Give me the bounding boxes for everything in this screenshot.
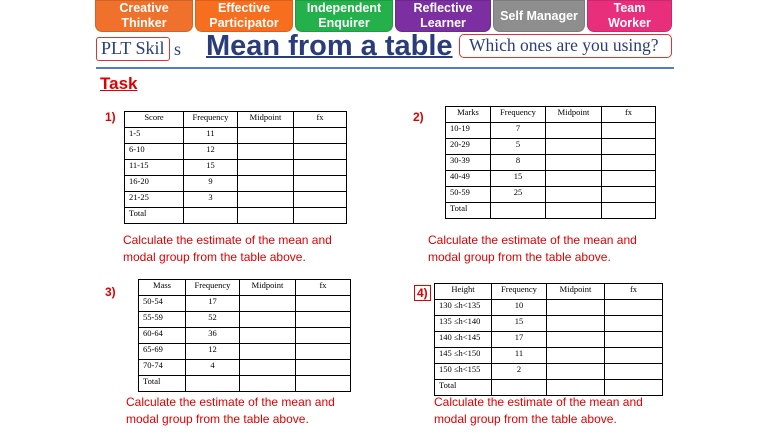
fx-cell[interactable] — [294, 176, 347, 192]
table-row — [446, 123, 656, 139]
table-header-cell: Mass — [139, 280, 186, 296]
midpoint-cell[interactable] — [238, 160, 294, 176]
midpoint-cell[interactable] — [240, 344, 296, 360]
frequency-cell: 15 — [491, 171, 546, 187]
table-total-row — [446, 203, 656, 219]
title-divider — [96, 67, 674, 69]
class-interval-cell: 40-49 — [446, 171, 491, 187]
table-header-cell: Frequency — [186, 280, 240, 296]
class-interval-cell: 145 ≤h<150 — [435, 348, 492, 364]
table-header-cell: fx — [605, 284, 663, 300]
total-frequency-cell[interactable] — [491, 203, 546, 219]
table-header-cell: fx — [294, 112, 347, 128]
midpoint-cell[interactable] — [546, 123, 602, 139]
table-row — [435, 316, 663, 332]
table-row — [125, 160, 347, 176]
table-header-row — [125, 112, 347, 128]
table-row — [435, 332, 663, 348]
total-midpoint-cell[interactable] — [240, 376, 296, 392]
table-header-cell: Midpoint — [547, 284, 605, 300]
fx-cell[interactable] — [602, 171, 656, 187]
fx-cell[interactable] — [296, 360, 351, 376]
plt-skills-tail: s — [174, 39, 182, 59]
table-row — [446, 187, 656, 203]
plt-tab-self-manager — [493, 0, 585, 32]
midpoint-cell[interactable] — [240, 312, 296, 328]
plt-tab-label: Independent Enquirer — [306, 1, 382, 30]
midpoint-cell[interactable] — [547, 316, 605, 332]
fx-cell[interactable] — [605, 300, 663, 316]
frequency-cell: 15 — [184, 160, 238, 176]
midpoint-cell[interactable] — [240, 296, 296, 312]
total-fx-cell[interactable] — [294, 208, 347, 224]
table-header-cell: Marks — [446, 107, 491, 123]
class-interval-cell: 70-74 — [139, 360, 186, 376]
class-interval-cell: 1-5 — [125, 128, 184, 144]
class-interval-cell: 30-39 — [446, 155, 491, 171]
fx-cell[interactable] — [296, 296, 351, 312]
frequency-cell: 17 — [492, 332, 547, 348]
table-row — [139, 296, 351, 312]
page-title: Mean from a table — [206, 30, 453, 62]
table-row — [139, 360, 351, 376]
fx-cell[interactable] — [605, 332, 663, 348]
total-label-cell: Total — [125, 208, 184, 224]
plt-tab-label: Team Worker — [608, 1, 651, 30]
frequency-cell: 9 — [184, 176, 238, 192]
table-header-cell: fx — [602, 107, 656, 123]
class-interval-cell: 50-59 — [446, 187, 491, 203]
table-row — [139, 328, 351, 344]
class-interval-cell: 130 ≤h<135 — [435, 300, 492, 316]
midpoint-cell[interactable] — [546, 171, 602, 187]
table-header-row — [435, 284, 663, 300]
instruction-text: Calculate the estimate of the mean and modal group from the table above. — [123, 233, 332, 264]
class-interval-cell: 16-20 — [125, 176, 184, 192]
fx-cell[interactable] — [296, 312, 351, 328]
frequency-cell: 25 — [491, 187, 546, 203]
total-frequency-cell[interactable] — [184, 208, 238, 224]
fx-cell[interactable] — [602, 155, 656, 171]
plt-tab-label: Effective Participator — [209, 1, 279, 30]
frequency-cell: 4 — [186, 360, 240, 376]
fx-cell[interactable] — [605, 348, 663, 364]
midpoint-cell[interactable] — [547, 332, 605, 348]
midpoint-cell[interactable] — [240, 328, 296, 344]
midpoint-cell[interactable] — [546, 139, 602, 155]
total-fx-cell[interactable] — [602, 203, 656, 219]
class-interval-cell: 11-15 — [125, 160, 184, 176]
total-midpoint-cell[interactable] — [546, 203, 602, 219]
class-interval-cell: 55-59 — [139, 312, 186, 328]
table-row — [139, 344, 351, 360]
frequency-cell: 10 — [492, 300, 547, 316]
instruction-text: Calculate the estimate of the mean and modal group from the table above. — [126, 395, 335, 426]
midpoint-cell[interactable] — [240, 360, 296, 376]
frequency-table — [445, 106, 656, 219]
fx-cell[interactable] — [294, 144, 347, 160]
total-fx-cell[interactable] — [296, 376, 351, 392]
plt-question-box: Which ones are you using? — [459, 34, 672, 58]
question-number: 2) — [413, 110, 424, 124]
plt-tab-reflective-learner — [395, 0, 491, 32]
total-label-cell: Total — [435, 380, 492, 396]
fx-cell[interactable] — [602, 123, 656, 139]
instruction-text: Calculate the estimate of the mean and modal group from the table above. — [428, 233, 637, 264]
frequency-cell: 8 — [491, 155, 546, 171]
question-number: 3) — [105, 285, 116, 299]
table-header-row — [446, 107, 656, 123]
midpoint-cell[interactable] — [238, 128, 294, 144]
total-midpoint-cell[interactable] — [238, 208, 294, 224]
frequency-table — [434, 283, 663, 396]
frequency-cell: 15 — [492, 316, 547, 332]
class-interval-cell: 20-29 — [446, 139, 491, 155]
table-row — [125, 144, 347, 160]
class-interval-cell: 50-54 — [139, 296, 186, 312]
frequency-cell: 36 — [186, 328, 240, 344]
plt-skills-label: PLT Skil — [96, 37, 170, 61]
class-interval-cell: 150 ≤h<155 — [435, 364, 492, 380]
table-header-cell: Frequency — [491, 107, 546, 123]
table-header-cell: Score — [125, 112, 184, 128]
table-row — [446, 139, 656, 155]
midpoint-cell[interactable] — [547, 364, 605, 380]
fx-cell[interactable] — [602, 139, 656, 155]
fx-cell[interactable] — [294, 160, 347, 176]
class-interval-cell: 140 ≤h<145 — [435, 332, 492, 348]
table-header-cell: Midpoint — [238, 112, 294, 128]
frequency-cell: 12 — [186, 344, 240, 360]
midpoint-cell[interactable] — [546, 155, 602, 171]
task-heading: Task — [100, 74, 138, 93]
table-header-cell: Frequency — [492, 284, 547, 300]
table-row — [435, 348, 663, 364]
question-number: 4) — [414, 285, 431, 301]
table-row — [125, 176, 347, 192]
plt-tab-label: Reflective Learner — [413, 1, 473, 30]
total-frequency-cell[interactable] — [186, 376, 240, 392]
table-row — [139, 312, 351, 328]
plt-tab-team-worker — [587, 0, 672, 32]
table-total-row — [139, 376, 351, 392]
fx-cell[interactable] — [294, 128, 347, 144]
fx-cell[interactable] — [605, 364, 663, 380]
midpoint-cell[interactable] — [546, 187, 602, 203]
midpoint-cell[interactable] — [547, 300, 605, 316]
table-header-row — [139, 280, 351, 296]
table-row — [446, 155, 656, 171]
midpoint-cell[interactable] — [238, 176, 294, 192]
class-interval-cell: 10-19 — [446, 123, 491, 139]
midpoint-cell[interactable] — [238, 144, 294, 160]
frequency-table — [138, 279, 351, 392]
frequency-cell: 7 — [491, 123, 546, 139]
fx-cell[interactable] — [602, 187, 656, 203]
table-row — [435, 300, 663, 316]
total-label-cell: Total — [446, 203, 491, 219]
frequency-cell: 17 — [186, 296, 240, 312]
question-number: 1) — [105, 110, 116, 124]
frequency-cell: 12 — [184, 144, 238, 160]
table-row — [125, 192, 347, 208]
plt-tab-label: Creative Thinker — [119, 1, 169, 30]
frequency-cell: 11 — [184, 128, 238, 144]
class-interval-cell: 21-25 — [125, 192, 184, 208]
fx-cell[interactable] — [605, 316, 663, 332]
table-header-cell: Midpoint — [240, 280, 296, 296]
class-interval-cell: 6-10 — [125, 144, 184, 160]
midpoint-cell[interactable] — [238, 192, 294, 208]
class-interval-cell: 65-69 — [139, 344, 186, 360]
plt-tab-effective-participator — [195, 0, 293, 32]
instruction-text: Calculate the estimate of the mean and modal group from the table above. — [434, 395, 643, 426]
frequency-cell: 2 — [492, 364, 547, 380]
frequency-cell: 5 — [491, 139, 546, 155]
frequency-table — [124, 111, 347, 224]
table-total-row — [125, 208, 347, 224]
fx-cell[interactable] — [296, 328, 351, 344]
table-row — [125, 128, 347, 144]
total-label-cell: Total — [139, 376, 186, 392]
frequency-cell: 11 — [492, 348, 547, 364]
frequency-cell: 52 — [186, 312, 240, 328]
table-header-cell: fx — [296, 280, 351, 296]
fx-cell[interactable] — [296, 344, 351, 360]
plt-tab-creative-thinker — [95, 0, 193, 32]
fx-cell[interactable] — [294, 192, 347, 208]
plt-tab-independent-enquirer — [295, 0, 393, 32]
table-header-cell: Height — [435, 284, 492, 300]
table-header-cell: Midpoint — [546, 107, 602, 123]
midpoint-cell[interactable] — [547, 348, 605, 364]
frequency-cell: 3 — [184, 192, 238, 208]
plt-tab-label: Self Manager — [500, 8, 578, 23]
class-interval-cell: 135 ≤h<140 — [435, 316, 492, 332]
table-header-cell: Frequency — [184, 112, 238, 128]
class-interval-cell: 60-64 — [139, 328, 186, 344]
table-row — [435, 364, 663, 380]
table-row — [446, 171, 656, 187]
